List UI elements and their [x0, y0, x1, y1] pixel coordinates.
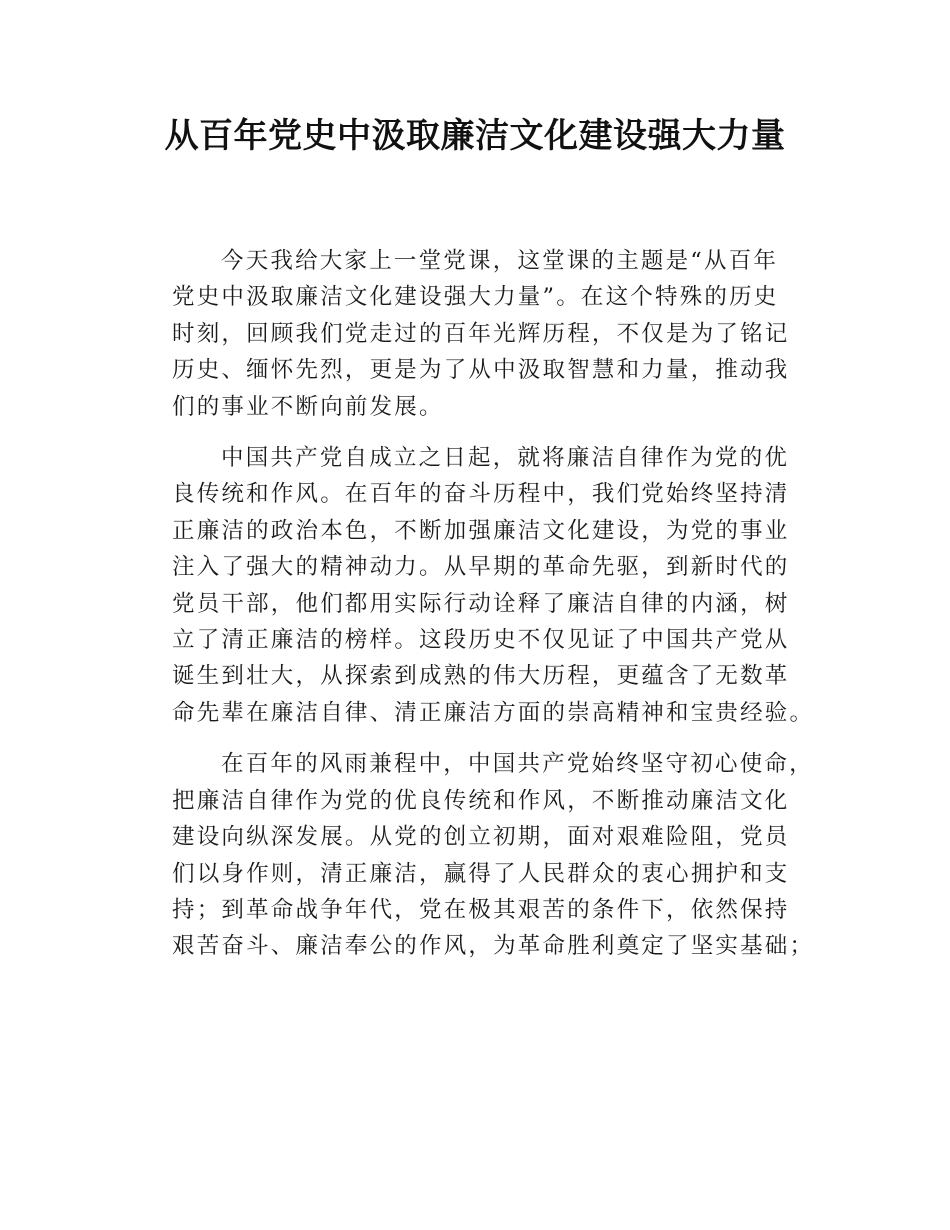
text-line: 把廉洁自律作为党的优良传统和作风，不断推动廉洁文化: [172, 787, 790, 814]
paragraph-3: [172, 746, 815, 964]
text-line: 艰苦奋斗、廉洁奉公的作风，为革命胜利奠定了坚实基础；: [172, 933, 815, 960]
text-line: 中国共产党自成立之日起，就将廉洁自律作为党的优: [221, 445, 790, 472]
text-line: 正廉洁的政治本色，不断加强廉洁文化建设，为党的事业: [172, 517, 790, 544]
text-line: 注入了强大的精神动力。从早期的革命先驱，到新时代的: [172, 554, 790, 581]
paragraph-1: [172, 243, 804, 425]
paragraph-2: [172, 440, 815, 731]
text-line: 历史、缅怀先烈，更是为了从中汲取智慧和力量，推动我: [172, 357, 790, 384]
document-body: [172, 243, 815, 980]
text-line: 们的事业不断向前发展。: [172, 393, 444, 420]
text-line: 良传统和作风。在百年的奋斗历程中，我们党始终坚持清: [172, 481, 790, 508]
text-line: 党史中汲取廉洁文化建设强大力量”。在这个特殊的历史: [172, 284, 779, 311]
text-line: 持；到革命战争年代，党在极其艰苦的条件下，依然保持: [172, 896, 790, 923]
text-line: 在百年的风雨兼程中，中国共产党始终坚守初心使命，: [221, 751, 814, 778]
document-title: 从百年党史中汲取廉洁文化建设强大力量: [164, 116, 786, 156]
text-line: 时刻，回顾我们党走过的百年光辉历程，不仅是为了铭记: [172, 320, 790, 347]
text-line: 立了清正廉洁的榜样。这段历史不仅见证了中国共产党从: [172, 627, 790, 654]
text-line: 诞生到壮大，从探索到成熟的伟大历程，更蕴含了无数革: [172, 663, 790, 690]
text-line: 们以身作则，清正廉洁，赢得了人民群众的衷心拥护和支: [172, 860, 790, 887]
text-line: 建设向纵深发展。从党的创立初期，面对艰难险阻，党员: [172, 824, 790, 851]
text-line: 今天我给大家上一堂党课，这堂课的主题是“从百年: [221, 248, 779, 274]
text-line: 党员干部，他们都用实际行动诠释了廉洁自律的内涵，树: [172, 590, 790, 617]
text-line: 命先辈在廉洁自律、清正廉洁方面的崇高精神和宝贵经验。: [172, 699, 815, 726]
